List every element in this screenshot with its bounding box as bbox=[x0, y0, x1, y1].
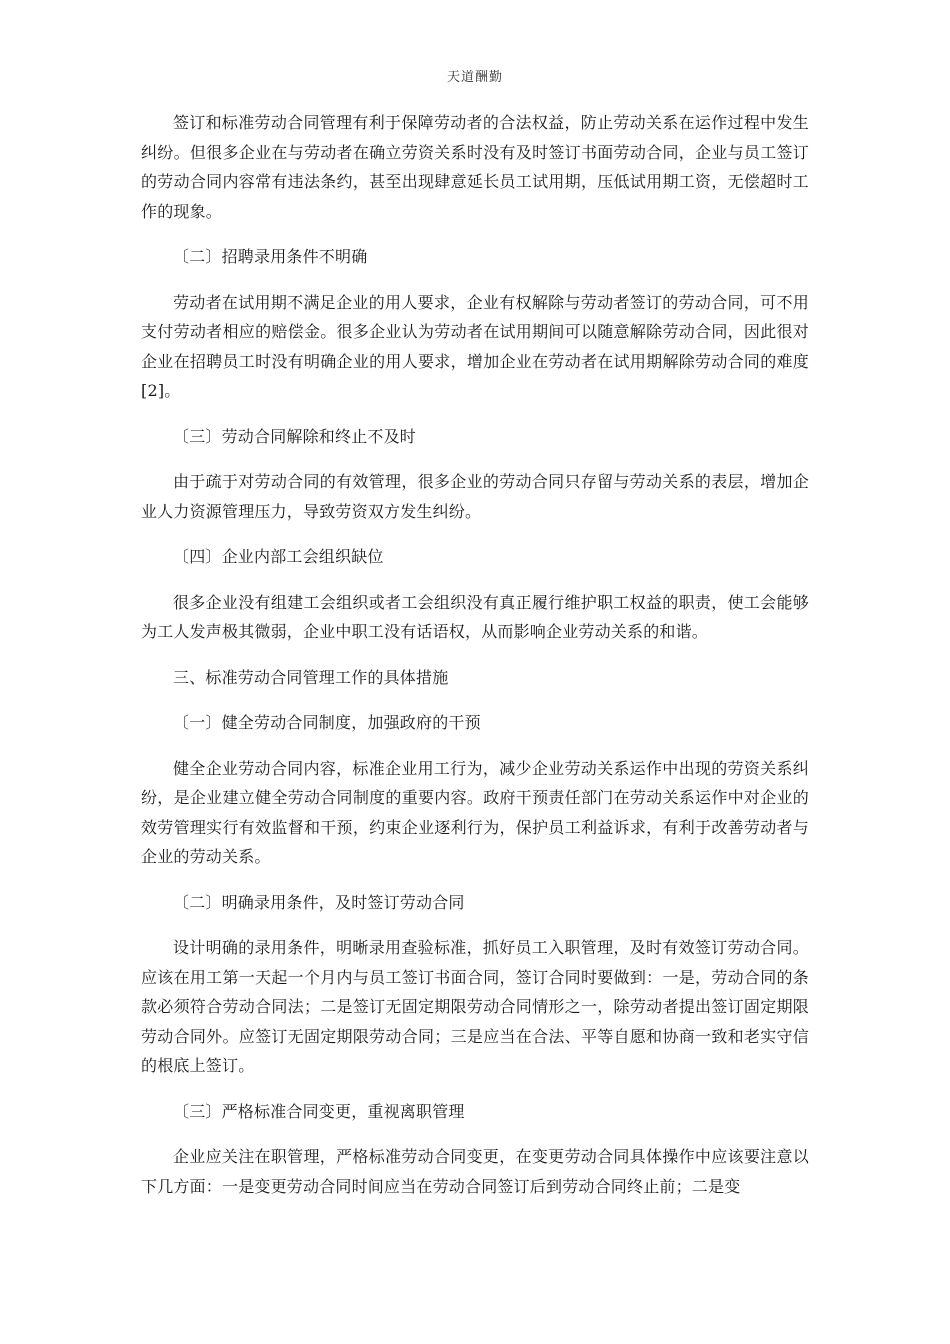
section-heading: 〔三〕劳动合同解除和终止不及时 bbox=[173, 426, 417, 446]
paragraph: 企业应关注在职管理，严格标准劳动合同变更，在变更劳动合同具体操作中应该要注意以下几方面：一是变更劳动合同时间应当在劳动合同签订后到劳动合同终止前；二是变 bbox=[141, 1147, 809, 1196]
paragraph: 很多企业没有组建工会组织或者工会组织没有真正履行维护职工权益的职责，使工会能够为工人发声极其微弱，企业中职工没有话语权，从而影响企业劳动关系的和谐。 bbox=[141, 592, 809, 641]
document-body bbox=[141, 108, 809, 1217]
section-heading: 〔三〕严格标准合同变更，重视离职管理 bbox=[173, 1101, 465, 1121]
chapter-heading: 三、标准劳动合同管理工作的具体措施 bbox=[173, 667, 449, 687]
paragraph: 健全企业劳动合同内容，标准企业用工行为，减少企业劳动关系运作中出现的劳资关系纠纷，是企业建立健全劳动合同制度的重要内容。政府干预责任部门在劳动关系运作中对企业的效劳管理实行有效监督和干预，约束企业逐利行为，保护员工利益诉求，有利于改善劳动者与企业的劳动关系。 bbox=[141, 758, 809, 866]
page-header: 天道酬勤 bbox=[446, 70, 503, 85]
paragraph: 由于疏于对劳动合同的有效管理，很多企业的劳动合同只存留与劳动关系的表层，增加企业人力资源管理压力，导致劳资双方发生纠纷。 bbox=[141, 472, 809, 521]
section-heading: 〔一〕健全劳动合同制度，加强政府的干预 bbox=[173, 713, 481, 732]
section-heading: 〔二〕明确录用条件，及时签订劳动合同 bbox=[173, 892, 465, 912]
section-heading: 〔四〕企业内部工会组织缺位 bbox=[173, 547, 384, 566]
paragraph: 劳动者在试用期不满足企业的用人要求，企业有权解除与劳动者签订的劳动合同，可不用支付劳动者相应的赔偿金。很多企业认为劳动者在试用期间可以随意解除劳动合同，因此很对企业在招聘员工时没有明确企业的用人要求，增加企业在劳动者在试用期解除劳动合同的难度[2]。 bbox=[141, 292, 809, 400]
paragraph: 签订和标准劳动合同管理有利于保障劳动者的合法权益，防止劳动关系在运作过程中发生纠纷。但很多企业在与劳动者在确立劳资关系时没有及时签订书面劳动合同，企业与员工签订的劳动合同内容常有违法条约，甚至出现肆意延长员工试用期，压低试用期工资，无偿超时工作的现象。 bbox=[141, 113, 809, 221]
paragraph: 设计明确的录用条件，明晰录用查验标准，抓好员工入职管理，及时有效签订劳动合同。应该在用工第一天起一个月内与员工签订书面合同，签订合同时要做到：一是，劳动合同的条款必须符合劳动合同法；二是签订无固定期限劳动合同情形之一，除劳动者提出签订固定期限劳动合同外。应签订无固定期限劳动合同；三是应当在合法、平等自愿和协商一致和老实守信的根底上签订。 bbox=[141, 938, 809, 1075]
section-heading: 〔二〕招聘录用条件不明确 bbox=[173, 247, 368, 266]
